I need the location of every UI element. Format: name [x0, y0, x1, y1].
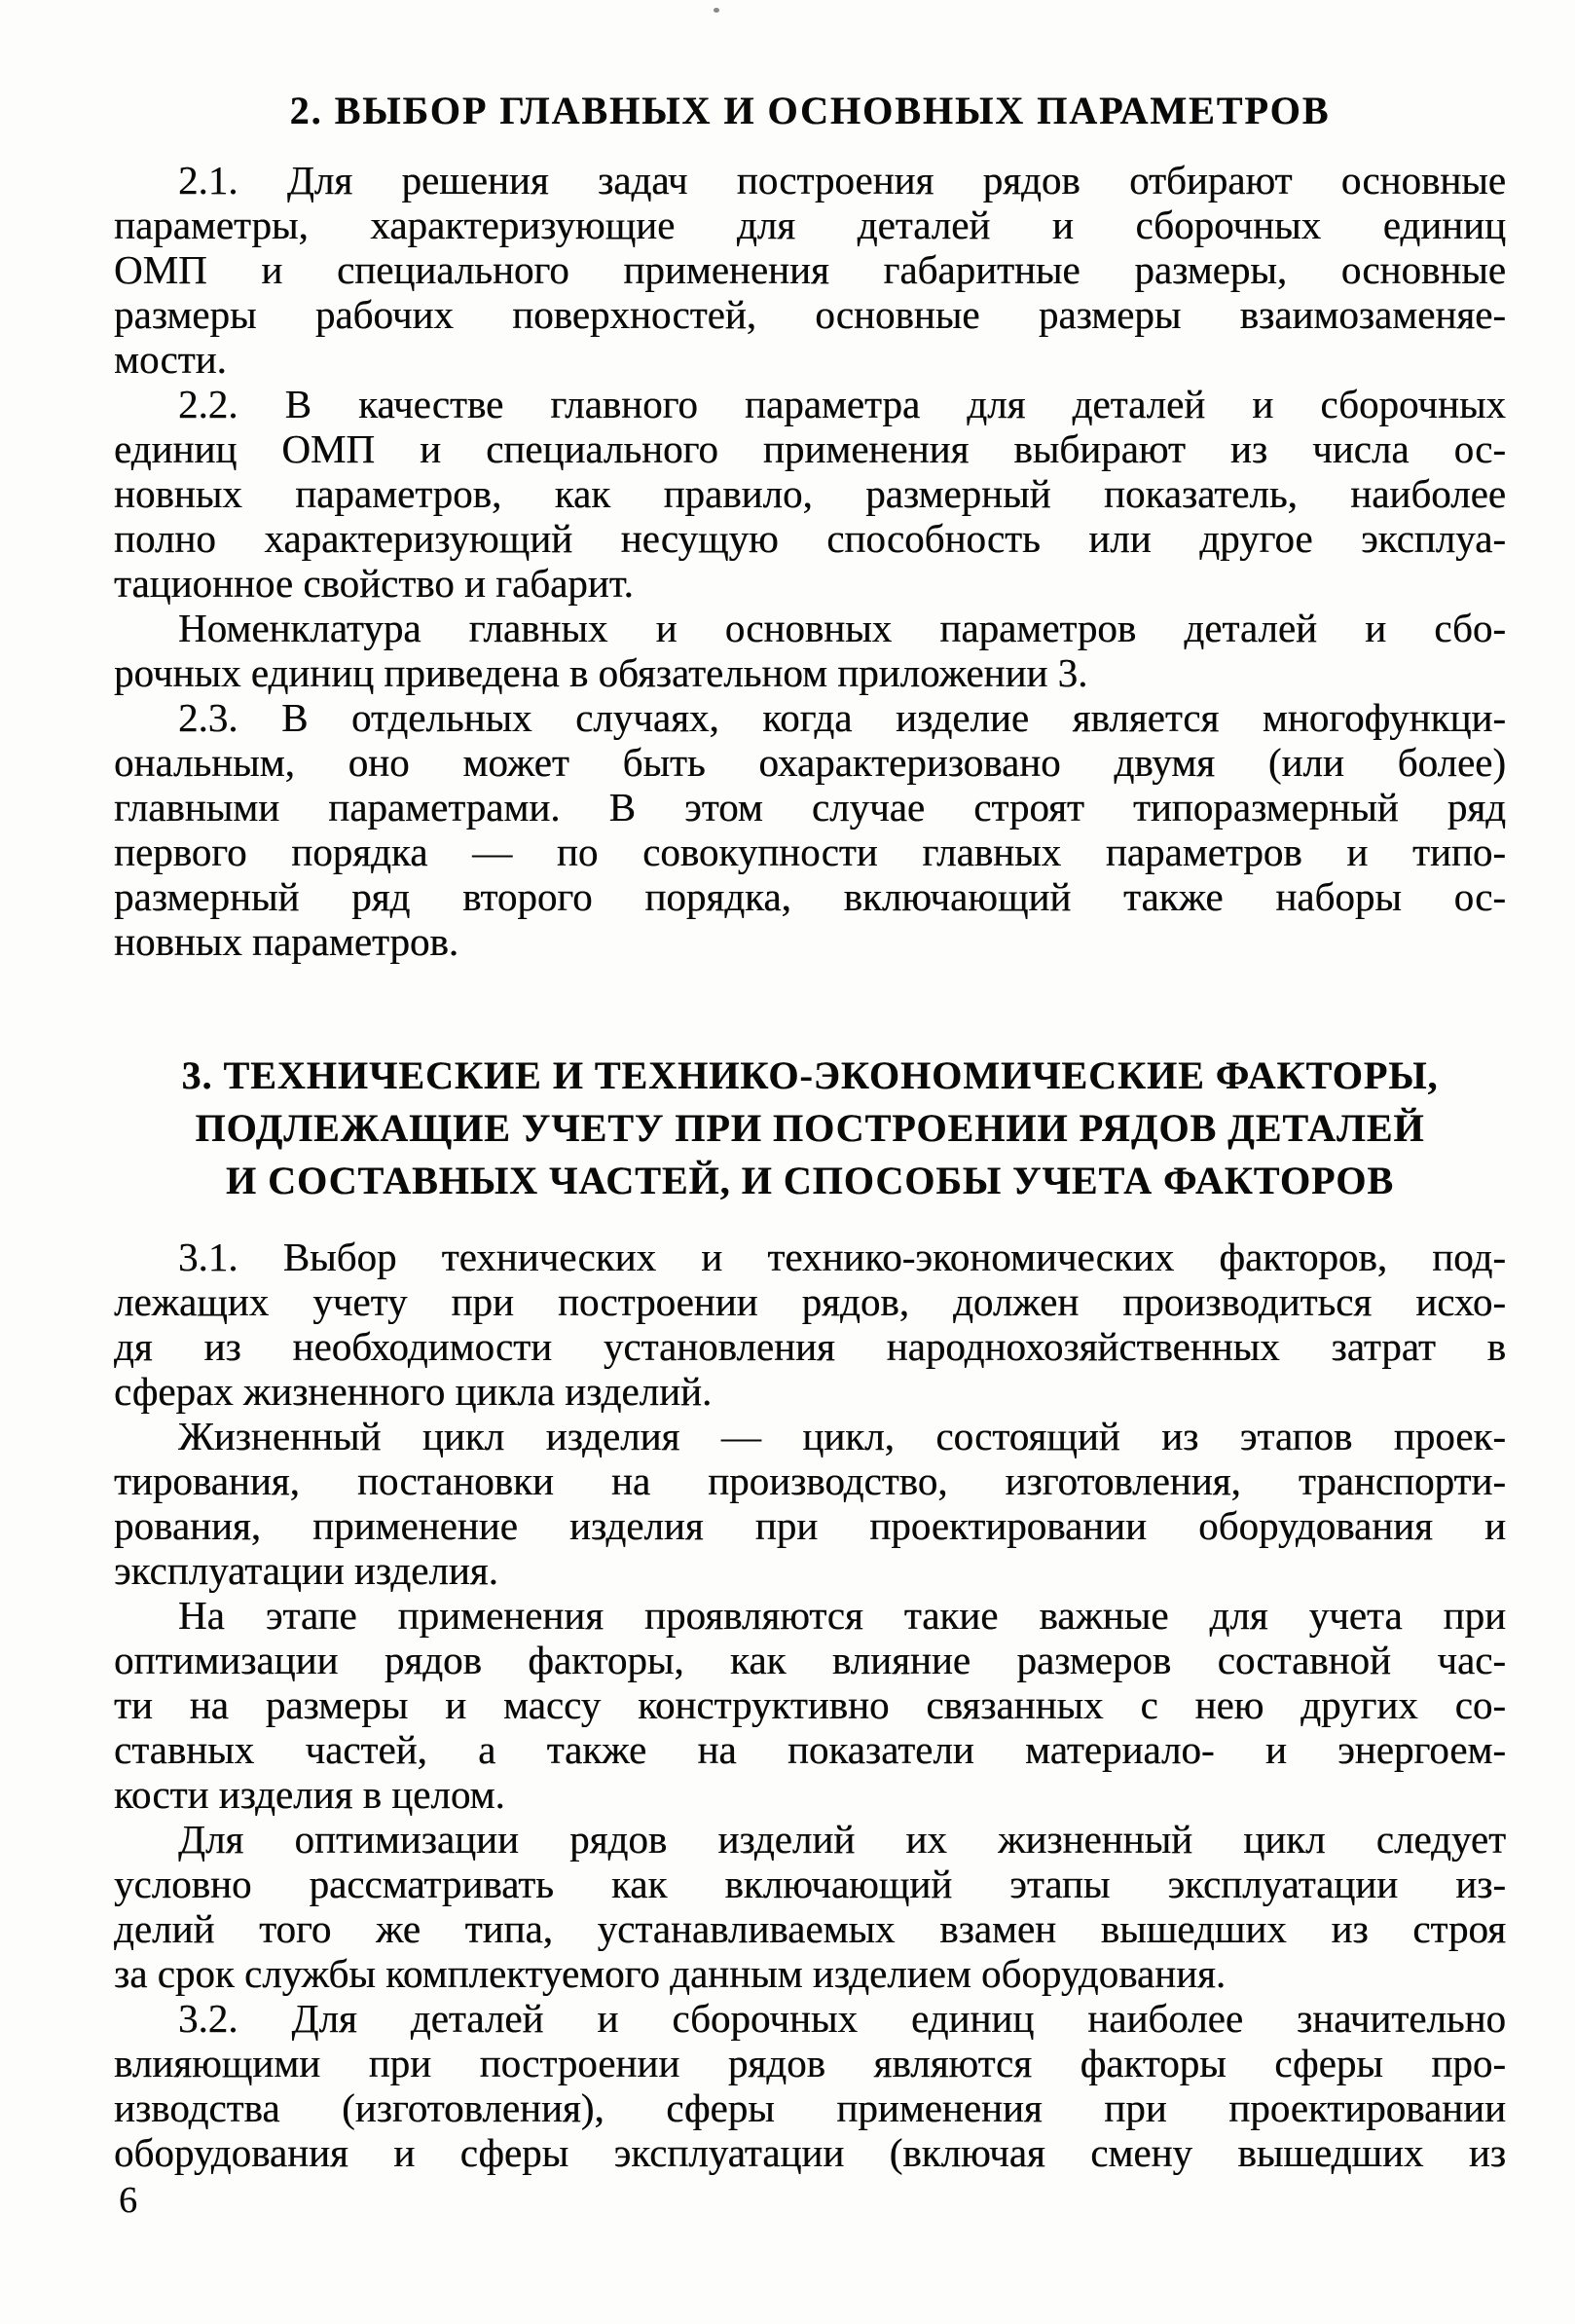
paragraph-3-2: [114, 1996, 1506, 2175]
paragraph-line: размеры рабочих поверхностей, основные размеры взаимозаменяе-: [114, 292, 1506, 337]
paragraph-application-stage: [114, 1593, 1506, 1817]
paragraph-line: 3.1. Выбор технических и технико-экономических факторов, под-: [178, 1235, 1506, 1279]
paragraph-line: ти на размеры и массу конструктивно связанных с нею других со-: [114, 1682, 1506, 1727]
section-3-heading-line: ПОДЛЕЖАЩИЕ УЧЕТУ ПРИ ПОСТРОЕНИИ РЯДОВ ДЕТАЛЕЙ: [195, 1106, 1425, 1150]
paragraph-line: параметры, характеризующие для деталей и сборочных единиц: [114, 203, 1506, 247]
paragraph-line: условно рассматривать как включающий этапы эксплуатации из-: [114, 1862, 1506, 1906]
paragraph-line: влияющими при построении рядов являются факторы сферы про-: [114, 2041, 1506, 2085]
scan-artifact-dot: [714, 8, 719, 13]
paragraph-line: рования, применение изделия при проектировании оборудования и: [114, 1503, 1506, 1548]
paragraph-2-2: [114, 382, 1506, 606]
paragraph-line: На этапе применения проявляются такие важные для учета при: [178, 1593, 1506, 1638]
paragraph-line: Номенклатура главных и основных параметров деталей и сбо-: [178, 606, 1506, 650]
page-number: 6: [119, 2180, 137, 2221]
paragraph-line: первого порядка — по совокупности главных параметров и типо-: [114, 830, 1506, 874]
paragraph-line: сферах жизненного цикла изделий.: [114, 1369, 713, 1414]
paragraph-line: ставных частей, а также на показатели материало- и энергоем-: [114, 1727, 1506, 1772]
paragraph-line: оптимизации рядов факторы, как влияние размеров составной час-: [114, 1638, 1506, 1682]
paragraph-line: рочных единиц приведена в обязательном приложении 3.: [114, 650, 1088, 695]
section-3-heading: [114, 1050, 1506, 1207]
section-3-body: [114, 1235, 1506, 2175]
paragraph-line: 2.3. В отдельных случаях, когда изделие является многофункци-: [178, 695, 1506, 740]
paragraph-optimization: [114, 1817, 1506, 1996]
paragraph-line: ональным, оно может быть охарактеризовано двумя (или более): [114, 740, 1506, 785]
paragraph-nomenclature: [114, 606, 1506, 695]
paragraph-line: мости.: [114, 337, 227, 382]
paragraph-2-3: [114, 695, 1506, 964]
paragraph-line: полно характеризующий несущую способность или другое эксплуа-: [114, 516, 1506, 561]
paragraph-line: главными параметрами. В этом случае строят типоразмерный ряд: [114, 785, 1506, 830]
paragraph-line: 2.1. Для решения задач построения рядов отбирают основные: [178, 158, 1506, 203]
paragraph-3-1: [114, 1235, 1506, 1414]
section-2-heading: 2. ВЫБОР ГЛАВНЫХ И ОСНОВНЫХ ПАРАМЕТРОВ: [289, 89, 1331, 132]
paragraph-line: кости изделия в целом.: [114, 1772, 505, 1817]
paragraph-line: тирования, постановки на производство, изготовления, транспорти-: [114, 1458, 1506, 1503]
paragraph-line: эксплуатации изделия.: [114, 1548, 498, 1593]
paragraph-line: новных параметров, как правило, размерный показатель, наиболее: [114, 471, 1506, 516]
section-3-heading-line: 3. ТЕХНИЧЕСКИЕ И ТЕХНИКО-ЭКОНОМИЧЕСКИЕ ФАКТОРЫ,: [181, 1053, 1439, 1097]
section-2-body: [114, 158, 1506, 964]
paragraph-line: изводства (изготовления), сферы применения при проектировании: [114, 2085, 1506, 2130]
paragraph-line: размерный ряд второго порядка, включающий также наборы ос-: [114, 874, 1506, 919]
paragraph-line: Для оптимизации рядов изделий их жизненный цикл следует: [178, 1817, 1506, 1862]
paragraph-line: ОМП и специального применения габаритные размеры, основные: [114, 247, 1506, 292]
paragraph-line: дя из необходимости установления народнохозяйственных затрат в: [114, 1324, 1506, 1369]
paragraph-line: новных параметров.: [114, 919, 459, 964]
paragraph-line: 3.2. Для деталей и сборочных единиц наиболее значительно: [178, 1996, 1506, 2041]
paragraph-lifecycle: [114, 1414, 1506, 1593]
paragraph-line: Жизненный цикл изделия — цикл, состоящий из этапов проек-: [178, 1414, 1506, 1458]
page-content: [0, 90, 1575, 2175]
paragraph-line: тационное свойство и габарит.: [114, 561, 634, 606]
paragraph-line: лежащих учету при построении рядов, должен производиться исхо-: [114, 1279, 1506, 1324]
paragraph-line: 2.2. В качестве главного параметра для деталей и сборочных: [178, 382, 1506, 426]
paragraph-line: делий того же типа, устанавливаемых взамен вышедших из строя: [114, 1906, 1506, 1951]
section-3-heading-line: И СОСТАВНЫХ ЧАСТЕЙ, И СПОСОБЫ УЧЕТА ФАКТОРОВ: [225, 1159, 1394, 1202]
paragraph-2-1: [114, 158, 1506, 382]
paragraph-line: оборудования и сферы эксплуатации (включая смену вышедших из: [114, 2130, 1506, 2175]
paragraph-line: за срок службы комплектуемого данным изделием оборудования.: [114, 1951, 1227, 1996]
paragraph-line: единиц ОМП и специального применения выбирают из числа ос-: [114, 426, 1506, 471]
